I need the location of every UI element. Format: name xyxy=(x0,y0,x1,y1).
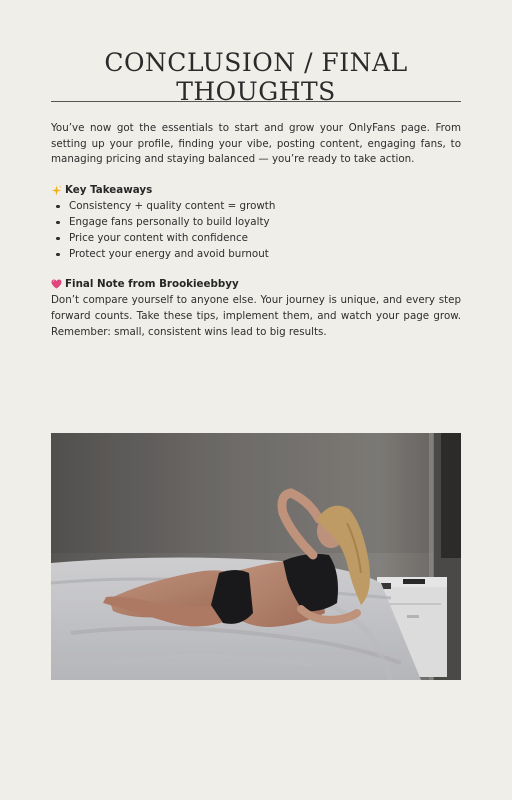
key-takeaways-section xyxy=(51,184,461,262)
bullet-icon xyxy=(56,253,60,257)
key-takeaways-label: Key Takeaways xyxy=(65,184,153,196)
sparkle-icon xyxy=(51,185,62,196)
list-item xyxy=(51,198,461,214)
page-title: CONCLUSION / FINAL THOUGHTS xyxy=(104,48,408,106)
final-note-section xyxy=(51,278,461,340)
list-item xyxy=(51,214,461,230)
takeaways-list xyxy=(51,198,461,262)
list-item xyxy=(51,230,461,246)
title-divider xyxy=(51,101,461,102)
final-note-heading xyxy=(51,278,461,290)
final-note-label: Final Note from Brookieebbyy xyxy=(65,278,239,290)
heart-icon xyxy=(51,279,62,289)
bullet-icon xyxy=(56,237,60,241)
list-item-text: Price your content with confidence xyxy=(69,232,248,244)
intro-paragraph: You’ve now got the essentials to start and grow your OnlyFans page. From setting up your profile, finding your vibe, posting content, engaging fans, to managing pricing and staying balanced — you’re ready to take action. xyxy=(51,122,461,166)
list-item-text: Protect your energy and avoid burnout xyxy=(69,248,269,260)
list-item xyxy=(51,246,461,262)
bullet-icon xyxy=(56,221,60,225)
bedroom-photo xyxy=(51,433,461,680)
final-note-body: Don’t compare yourself to anyone else. Your journey is unique, and every step forward counts. Take these tips, implement them, and watch your page grow. Remember: small, consistent wins lead to big results. xyxy=(51,294,461,338)
key-takeaways-heading xyxy=(51,184,461,196)
list-item-text: Engage fans personally to build loyalty xyxy=(69,216,270,228)
list-item-text: Consistency + quality content = growth xyxy=(69,200,276,212)
photo-illustration xyxy=(51,433,461,680)
bullet-icon xyxy=(56,205,60,209)
page-content xyxy=(51,0,461,800)
